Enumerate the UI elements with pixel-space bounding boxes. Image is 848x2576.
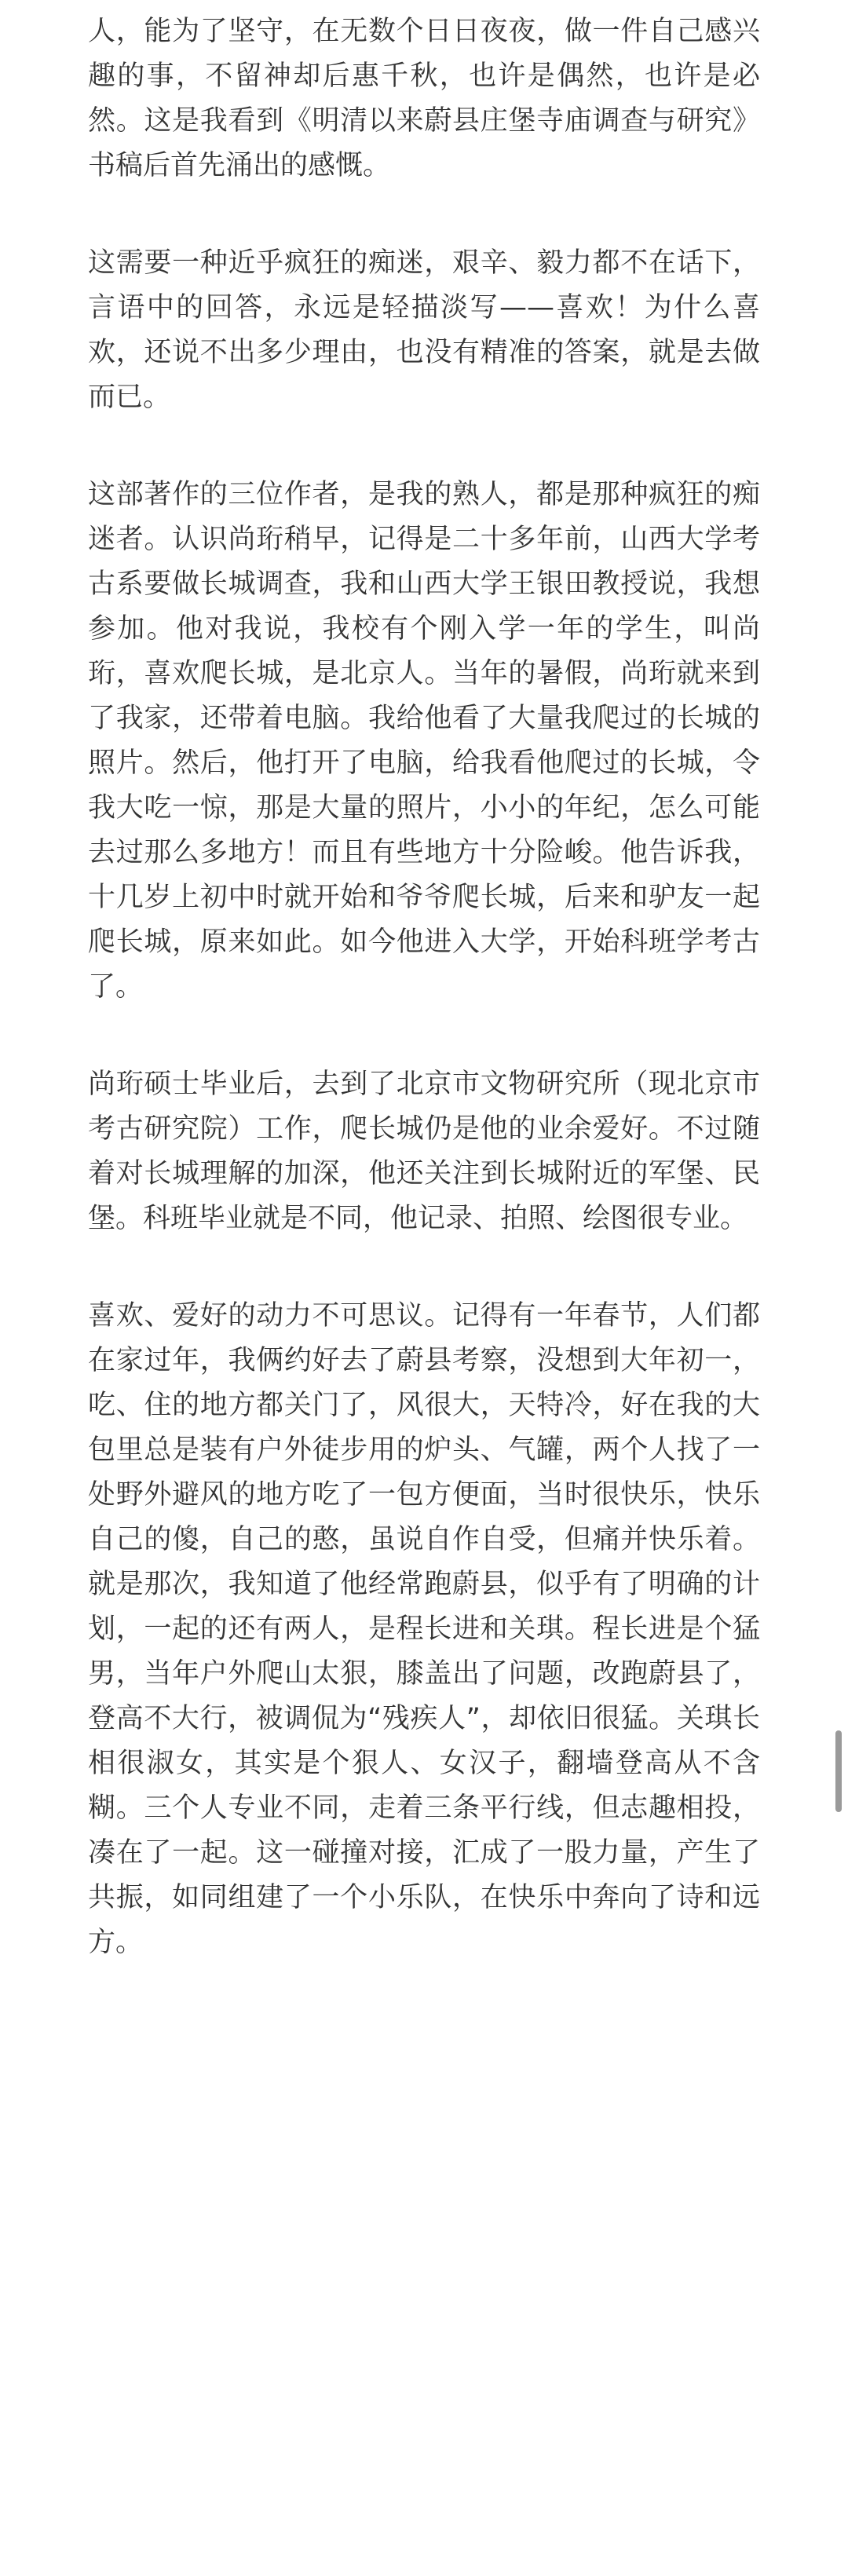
paragraph-4: 尚珩硕士毕业后，去到了北京市文物研究所（现北京市考古研究院）工作，爬长城仍是他的业余爱好。不过随着对长城理解的加深，他还关注到长城附近的军堡、民堡。科班毕业就是不同，他记录、拍照、绘图很专业。 [88,1069,760,1234]
paragraph-3: 这部著作的三位作者，是我的熟人，都是那种疯狂的痴迷者。认识尚珩稍早，记得是二十多年前，山西大学考古系要做长城调查，我和山西大学王银田教授说，我想参加。他对我说，我校有个刚入学一年的学生，叫尚珩，喜欢爬长城，是北京人。当年的暑假，尚珩就来到了我家，还带着电脑。我给他看了大量我爬过的长城的照片。然后，他打开了电脑，给我看他爬过的长城，令我大吃一惊，那是大量的照片，小小的年纪，怎么可能去过那么多地方！而且有些地方十分险峻。他告诉我，十几岁上初中时就开始和爷爷爬长城，后来和驴友一起爬长城，原来如此。如今他进入大学，开始科班学考古了。 [88,479,760,1003]
paragraph-5: 喜欢、爱好的动力不可思议。记得有一年春节，人们都在家过年，我俩约好去了蔚县考察，没想到大年初一，吃、住的地方都关门了，风很大，天特冷，好在我的大包里总是装有户外徒步用的炉头、气罐，两个人找了一处野外避风的地方吃了一包方便面，当时很快乐，快乐自己的傻，自己的憨，虽说自作自受，但痛并快乐着。就是那次，我知道了他经常跑蔚县，似乎有了明确的计划，一起的还有两人，是程长进和关琪。程长进是个猛男，当年户外爬山太狠，膝盖出了问题，改跑蔚县了，登高不大行，被调侃为“残疾人”，却依旧很猛。关琪长相很淑女，其实是个狠人、女汉子，翻墙登高从不含糊。三个人专业不同，走着三条平行线，但志趣相投，凑在了一起。这一碰撞对接，汇成了一股力量，产生了共振，如同组建了一个小乐队，在快乐中奔向了诗和远方。 [88,1300,760,1958]
paragraph-1: 人，能为了坚守，在无数个日日夜夜，做一件自己感兴趣的事，不留神却后惠千秋，也许是偶然，也许是必然。这是我看到《明清以来蔚县庄堡寺庙调查与研究》书稿后首先涌出的感慨。 [88,16,760,181]
scrollbar-thumb[interactable] [835,1730,842,1812]
paragraph-2: 这需要一种近乎疯狂的痴迷，艰辛、毅力都不在话下，言语中的回答，永远是轻描淡写——喜欢！为什么喜欢，还说不出多少理由，也没有精准的答案，就是去做而已。 [88,247,760,413]
